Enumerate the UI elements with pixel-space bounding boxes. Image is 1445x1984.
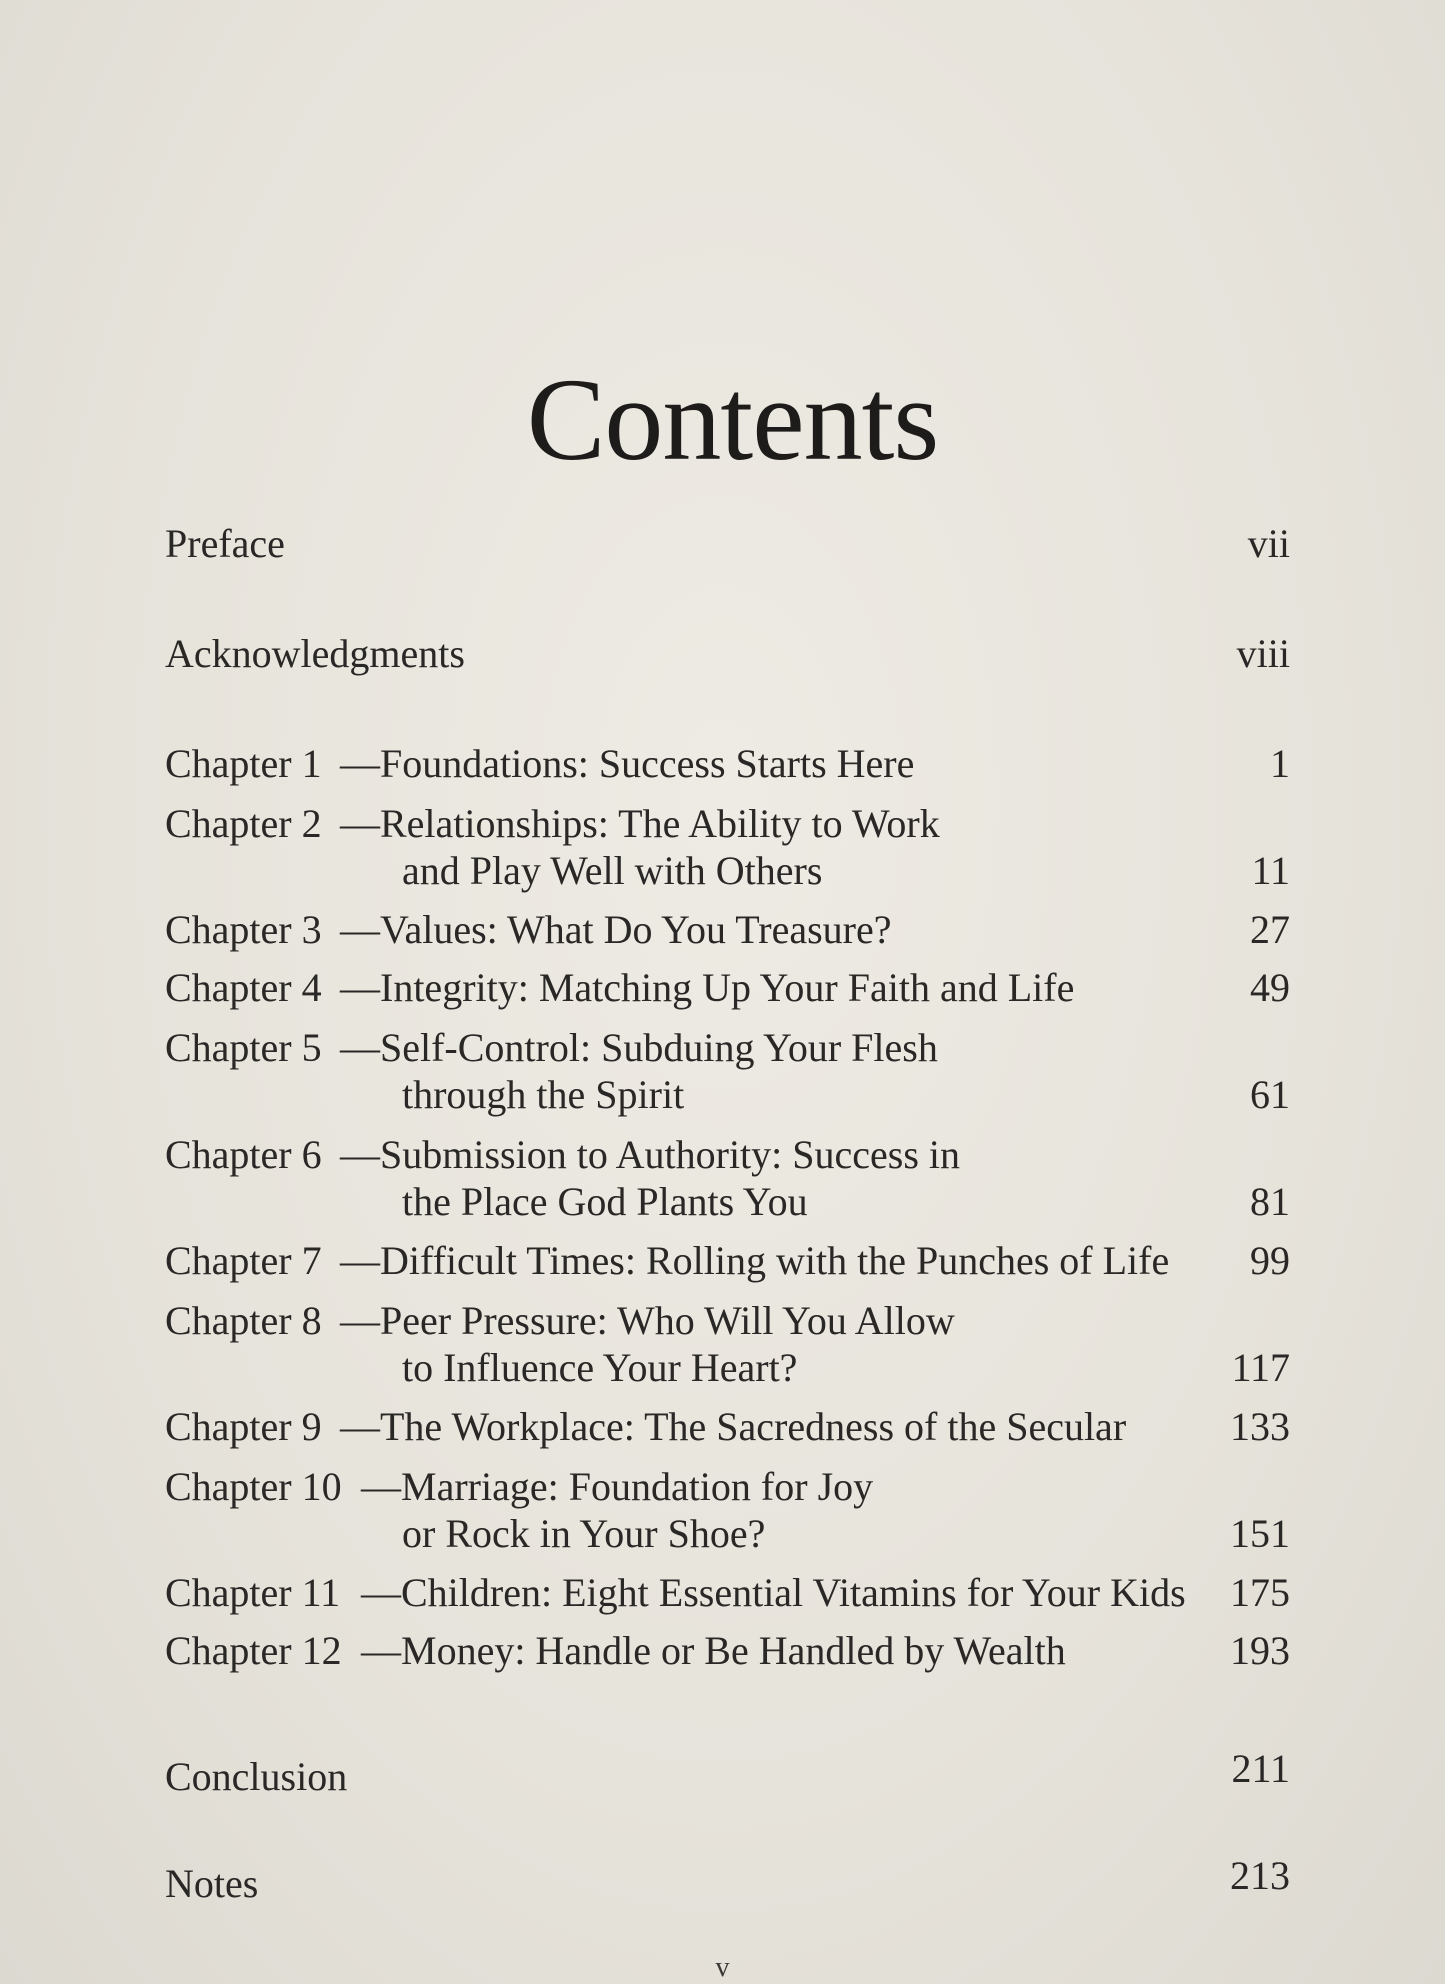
chapter-number: Chapter 12 <box>165 1628 342 1673</box>
chapter-page: 61 <box>1250 1072 1290 1117</box>
chapter-title: —Self-Control: Subduing Your Flesh <box>340 1025 938 1070</box>
toc-entry-page: 211 <box>1231 1746 1290 1791</box>
page-folio: v <box>715 1952 730 1983</box>
chapter-title: —Difficult Times: Rolling with the Punches of Life <box>340 1238 1170 1283</box>
chapter-title: —Submission to Authority: Success in <box>340 1132 961 1177</box>
chapter-page: 49 <box>1250 965 1290 1010</box>
toc-entry-label: Acknowledgments <box>165 631 465 676</box>
chapter-number: Chapter 4 <box>165 965 322 1010</box>
toc-entry-page: 213 <box>1230 1853 1290 1898</box>
chapter-page: 81 <box>1250 1179 1290 1224</box>
chapter-title: —Marriage: Foundation for Joy <box>361 1464 874 1509</box>
toc-entry-label: Conclusion <box>165 1754 348 1799</box>
chapter-title-continued: and Play Well with Others <box>402 848 823 893</box>
chapter-title: —The Workplace: The Sacredness of the Secular <box>340 1404 1127 1449</box>
chapter-page: 175 <box>1230 1570 1290 1615</box>
chapter-number: Chapter 6 <box>165 1132 322 1177</box>
chapter-number: Chapter 10 <box>165 1464 342 1509</box>
chapter-page: 133 <box>1230 1404 1290 1449</box>
chapter-page: 193 <box>1230 1628 1290 1673</box>
chapter-title: —Children: Eight Essential Vitamins for Your Kids <box>361 1570 1186 1615</box>
chapter-title: —Money: Handle or Be Handled by Wealth <box>361 1628 1066 1673</box>
page-title: Contents <box>526 354 939 485</box>
chapter-page: 1 <box>1270 741 1290 786</box>
toc-entry-label: Notes <box>165 1861 259 1906</box>
chapter-number: Chapter 1 <box>165 741 322 786</box>
toc-entry-page: vii <box>1247 521 1290 566</box>
chapter-title-continued: to Influence Your Heart? <box>402 1345 798 1390</box>
chapter-number: Chapter 3 <box>165 907 322 952</box>
chapter-number: Chapter 2 <box>165 801 322 846</box>
chapter-title: —Foundations: Success Starts Here <box>340 741 915 786</box>
chapter-title: —Relationships: The Ability to Work <box>340 801 940 846</box>
chapter-number: Chapter 8 <box>165 1298 322 1343</box>
toc-entry-page: viii <box>1236 631 1290 676</box>
chapter-title: —Integrity: Matching Up Your Faith and Life <box>340 965 1075 1010</box>
chapter-number: Chapter 9 <box>165 1404 322 1449</box>
chapter-title: —Values: What Do You Treasure? <box>340 907 892 952</box>
chapter-page: 151 <box>1230 1511 1290 1556</box>
chapter-title-continued: the Place God Plants You <box>402 1179 808 1224</box>
chapter-page: 117 <box>1231 1345 1290 1390</box>
chapter-title-continued: or Rock in Your Shoe? <box>402 1511 766 1556</box>
chapter-page: 99 <box>1250 1238 1290 1283</box>
chapter-title-continued: through the Spirit <box>402 1072 685 1117</box>
chapter-title: —Peer Pressure: Who Will You Allow <box>340 1298 955 1343</box>
chapter-page: 11 <box>1251 848 1290 893</box>
toc-entry-label: Preface <box>165 521 285 566</box>
chapter-page: 27 <box>1250 907 1290 952</box>
chapter-number: Chapter 11 <box>165 1570 341 1615</box>
chapter-number: Chapter 5 <box>165 1025 322 1070</box>
chapter-number: Chapter 7 <box>165 1238 322 1283</box>
